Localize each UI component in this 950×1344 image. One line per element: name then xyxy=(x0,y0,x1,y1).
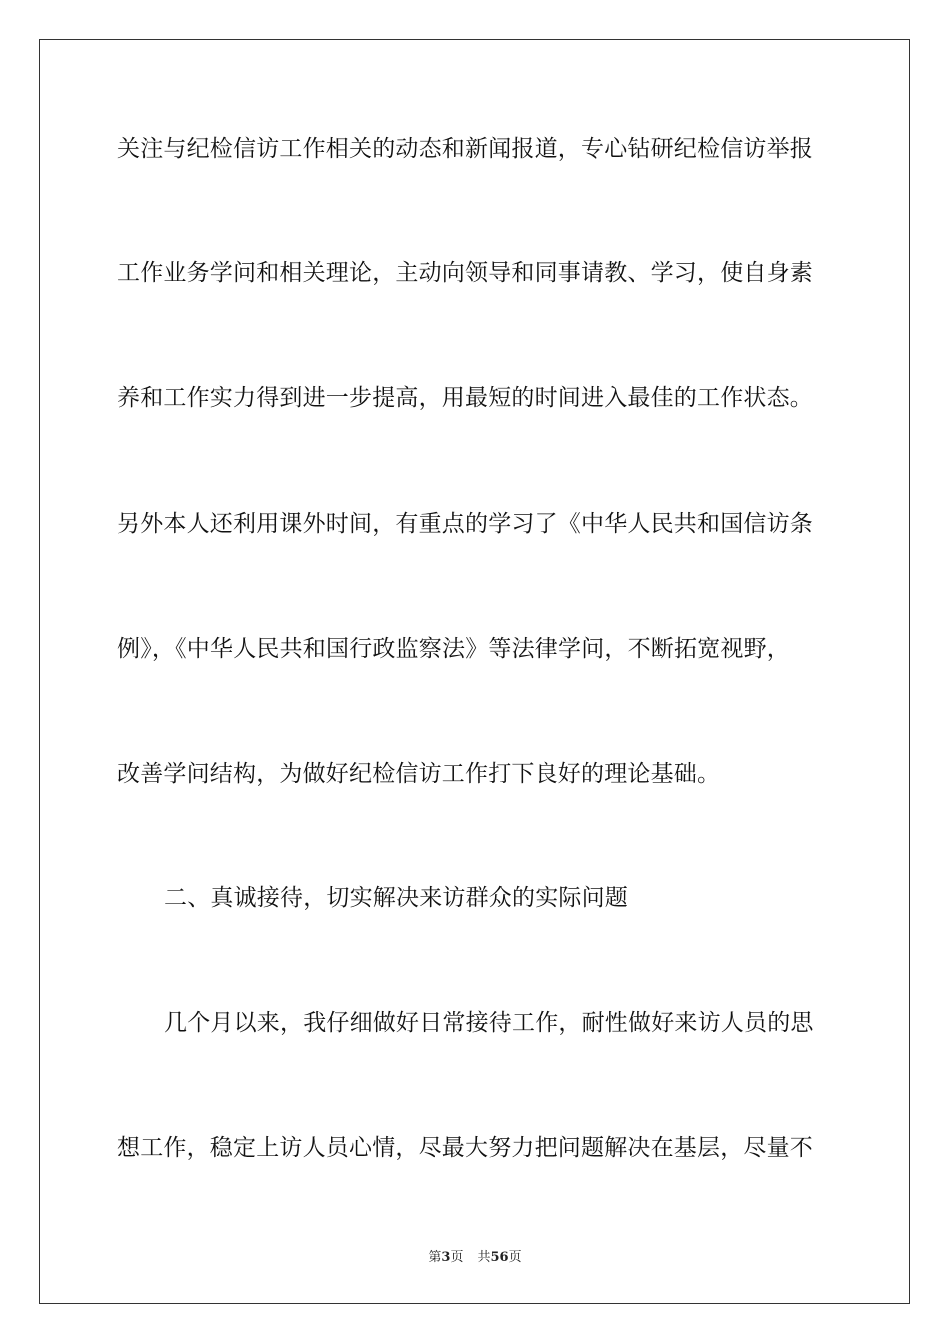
body-text-line: 养和工作实力得到进一步提高，用最短的时间进入最佳的工作状态。 xyxy=(117,385,813,411)
total-pages-indicator: 共56页 xyxy=(477,1250,522,1265)
body-text-line: 几个月以来，我仔细做好日常接待工作，耐性做好来访人员的思 xyxy=(164,1010,814,1036)
page-indicator: 第3页 xyxy=(428,1250,464,1265)
body-text-line: 例》，《中华人民共和国行政监察法》等法律学问，不断拓宽视野， xyxy=(117,636,790,662)
body-text-line: 改善学问结构，为做好纪检信访工作打下良好的理论基础。 xyxy=(117,761,721,787)
section-heading: 二、真诚接待，切实解决来访群众的实际问题 xyxy=(164,885,628,911)
body-text-line: 工作业务学问和相关理论，主动向领导和同事请教、学习，使自身素 xyxy=(117,260,813,286)
page-footer xyxy=(0,1250,950,1266)
body-text-line: 关注与纪检信访工作相关的动态和新闻报道，专心钻研纪检信访举报 xyxy=(117,136,813,162)
body-text-line: 想工作，稳定上访人员心情，尽最大努力把问题解决在基层，尽量不 xyxy=(117,1135,813,1161)
total-page-number: 56 xyxy=(490,1250,509,1265)
page-border xyxy=(39,39,910,1304)
page-number: 3 xyxy=(441,1250,451,1265)
body-text-line: 另外本人还利用课外时间，有重点的学习了《中华人民共和国信访条 xyxy=(117,511,813,537)
